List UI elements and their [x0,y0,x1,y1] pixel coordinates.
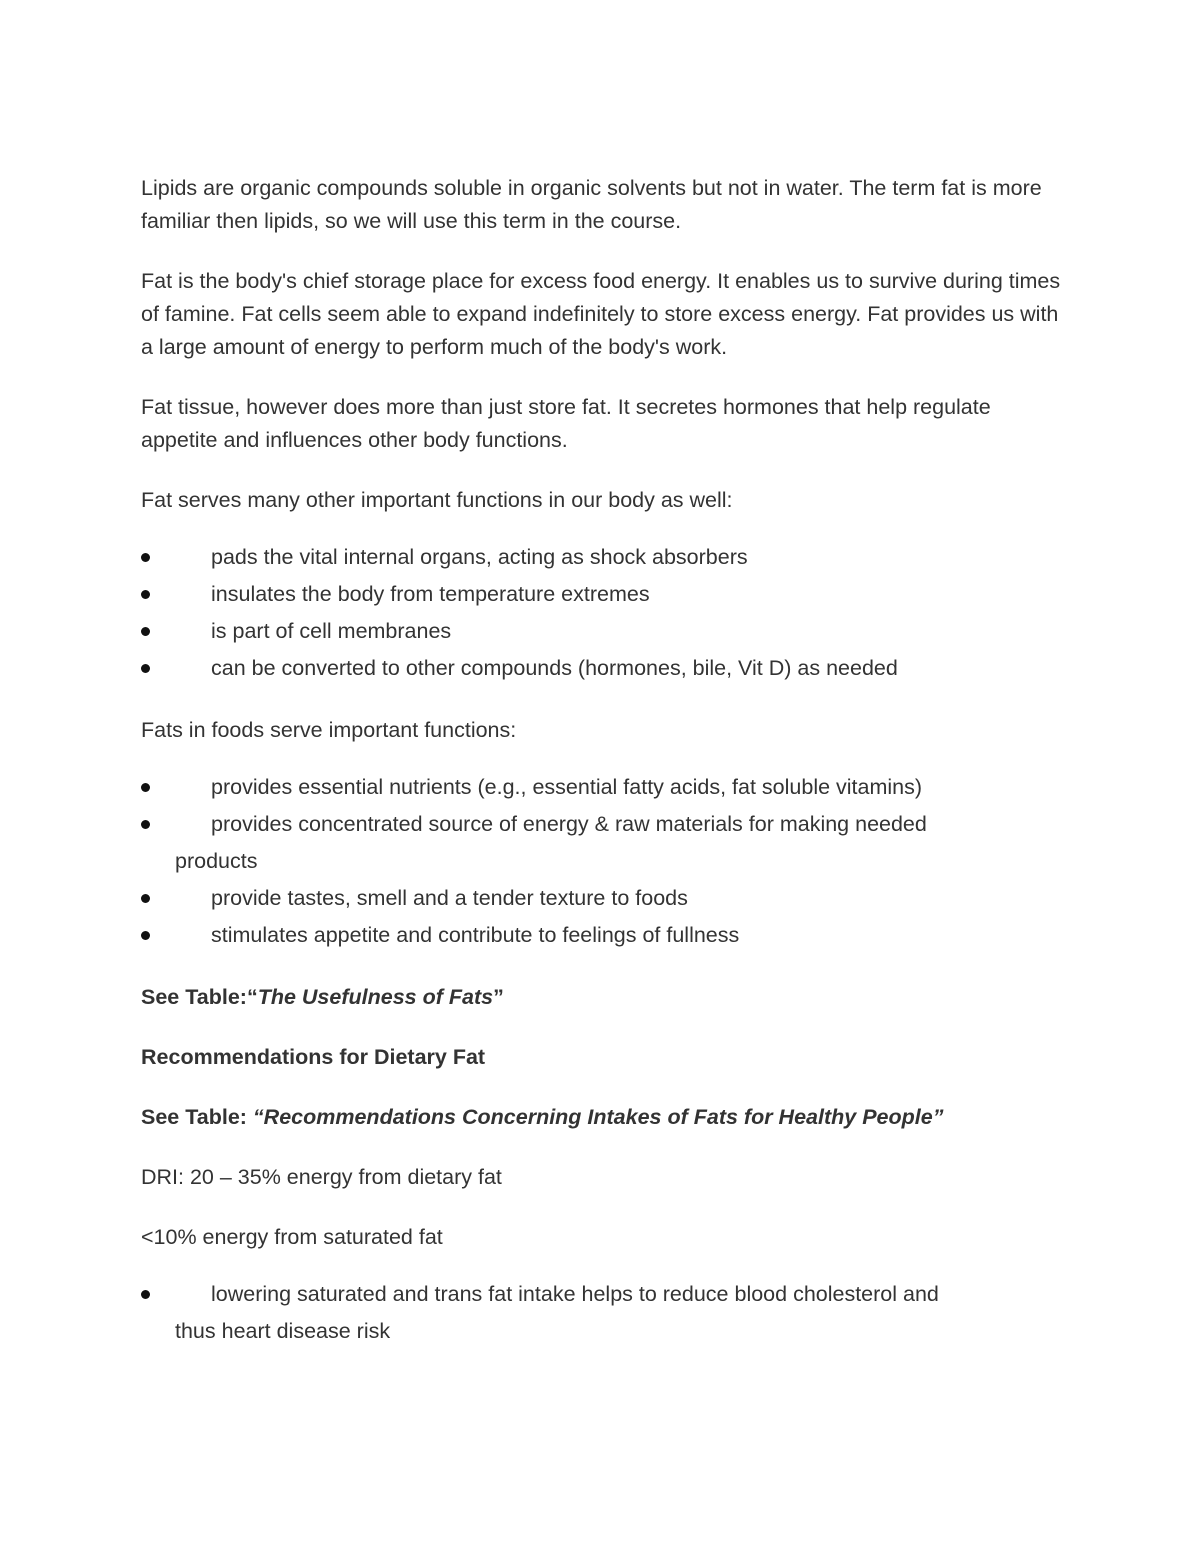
list-item-text-continued: products [175,849,258,873]
list-item-text-continued: thus heart disease risk [175,1319,391,1343]
document-page [141,172,1061,1377]
list-item-text: provide tastes, smell and a tender texture to foods [211,886,688,910]
saturated-fat-line: <10% energy from saturated fat [141,1225,443,1249]
bullet-icon [141,553,150,562]
list-item-text: stimulates appetite and contribute to feelings of fullness [211,923,740,947]
table-reference-recommendations [141,1101,1061,1134]
dri-line: DRI: 20 – 35% energy from dietary fat [141,1165,502,1189]
table-ref-prefix: See Table: [141,1105,253,1129]
list-item-text: insulates the body from temperature extremes [211,582,650,606]
table-ref-prefix: See Table: [141,985,247,1009]
bullet-icon [141,894,150,903]
food-functions-list [141,769,1061,954]
table-ref-title: The Usefulness of Fats [257,985,494,1009]
list-item-text: is part of cell membranes [211,619,452,643]
list-item [141,917,1061,954]
list-item [141,806,1061,880]
table-ref-title: “Recommendations Concerning Intakes of Fats for Healthy People” [252,1105,944,1129]
list-item [141,1276,1061,1350]
storage-paragraph: Fat is the body's chief storage place for excess food energy. It enables us to survive during times of famine. Fat cells seem able to expand indefinitely to store excess energy. Fat provides us with a large amount of energy to perform much of the body's work. [141,269,1061,359]
bullet-icon [141,627,150,636]
foods-functions-intro: Fats in foods serve important functions: [141,718,517,742]
bullet-icon [141,1290,150,1299]
bullet-icon [141,931,150,940]
body-functions-list [141,539,1061,687]
section-heading: Recommendations for Dietary Fat [141,1045,486,1069]
list-item [141,576,1061,613]
list-item-text: provides concentrated source of energy & raw materials for making needed [211,812,927,836]
list-item [141,769,1061,806]
list-item-text: pads the vital internal organs, acting as shock absorbers [211,545,748,569]
table-ref-close-quote: ” [493,985,504,1009]
saturated-fat-list [141,1276,1061,1350]
list-item-text: lowering saturated and trans fat intake helps to reduce blood cholesterol and [211,1282,939,1306]
list-item-text: can be converted to other compounds (hormones, bile, Vit D) as needed [211,656,898,680]
list-item [141,650,1061,687]
bullet-icon [141,783,150,792]
functions-intro: Fat serves many other important functions in our body as well: [141,488,733,512]
table-ref-open-quote: “ [246,985,258,1009]
list-item-text: provides essential nutrients (e.g., essential fatty acids, fat soluble vitamins) [211,775,923,799]
bullet-icon [141,664,150,673]
table-reference-usefulness [141,981,1061,1014]
list-item [141,613,1061,650]
list-item [141,539,1061,576]
bullet-icon [141,820,150,829]
bullet-icon [141,590,150,599]
intro-paragraph: Lipids are organic compounds soluble in organic solvents but not in water. The term fat is more familiar then lipids, so we will use this term in the course. [141,176,1042,233]
list-item [141,880,1061,917]
tissue-paragraph: Fat tissue, however does more than just store fat. It secretes hormones that help regulate appetite and influences other body functions. [141,395,991,452]
